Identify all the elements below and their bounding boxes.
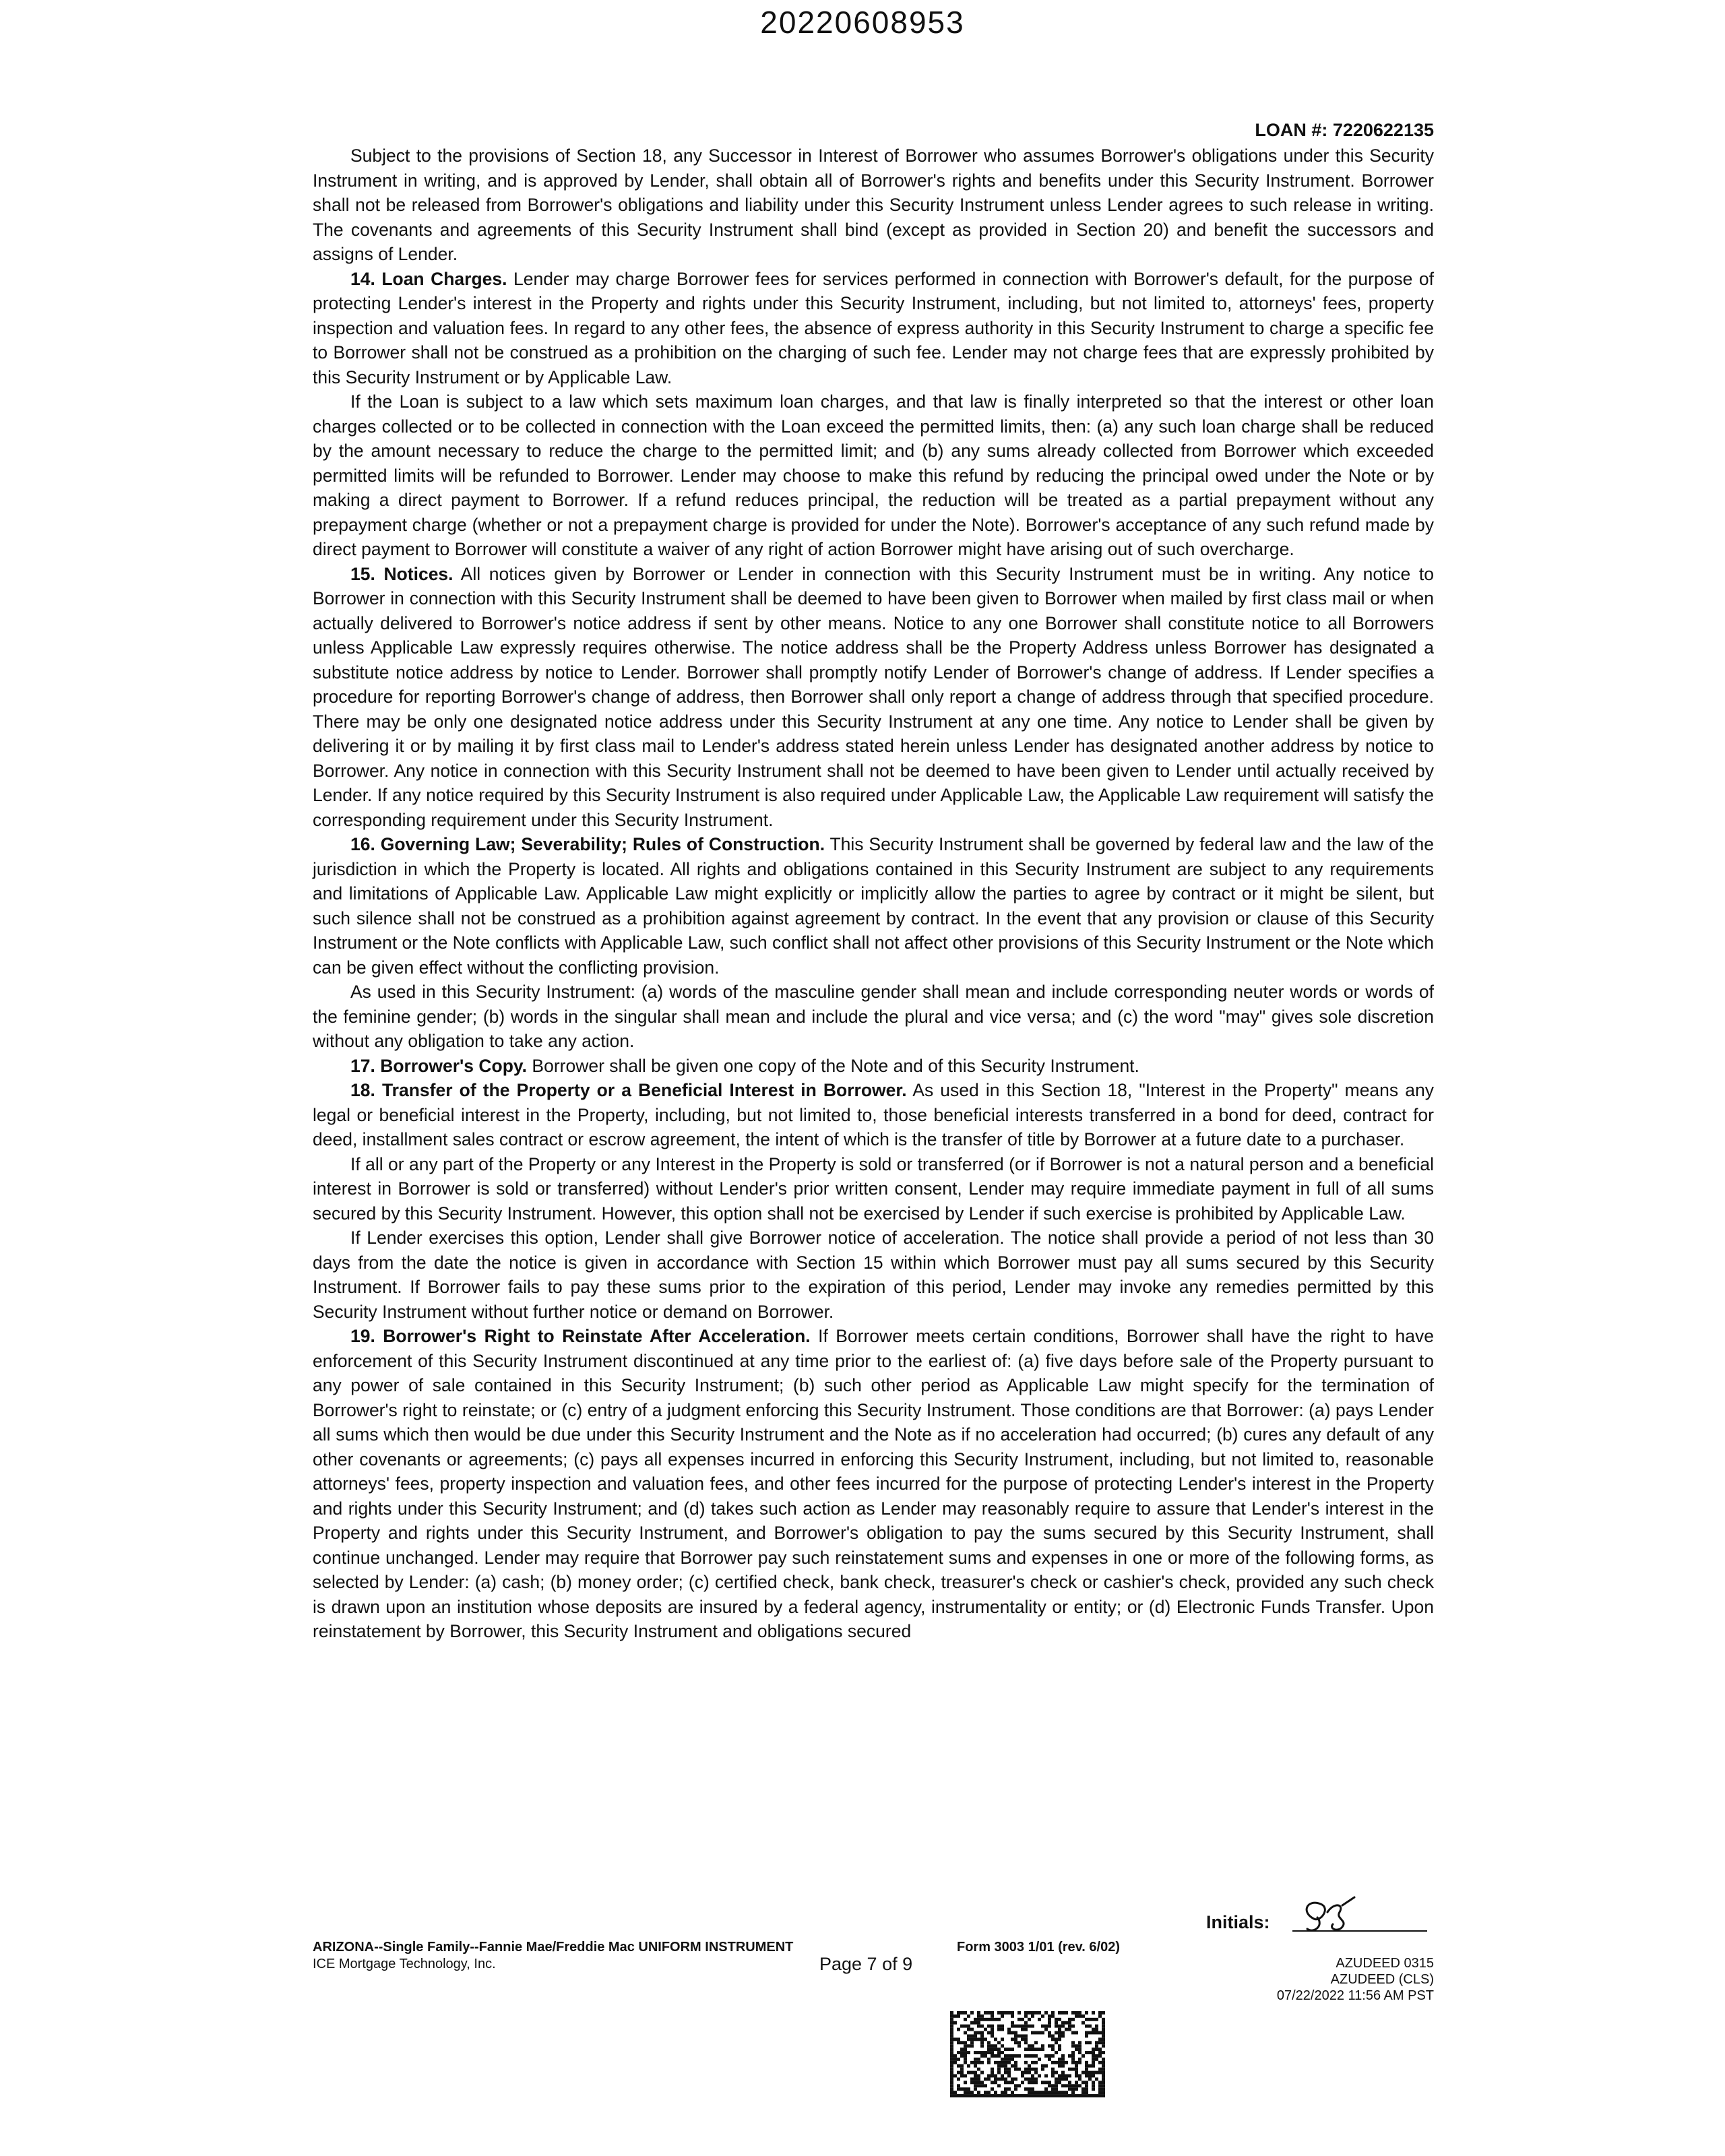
paragraph-text: Borrower shall be given one copy of the Note and of this Security Instrument.	[527, 1055, 1139, 1076]
paragraph-heading: 19. Borrower's Right to Reinstate After Acceleration.	[350, 1326, 811, 1346]
footer-company: ICE Mortgage Technology, Inc.	[313, 1957, 496, 1971]
initials-signature-icon	[1294, 1892, 1368, 1939]
paragraph-text: As used in this Section 18, "Interest in the Property" means any legal or beneficial interest in the Property, including, but not limited to, those beneficial interests transferred in a bond for deed, contract for deed, installment sales contract or escrow agreement, the intent of which is the transfer of title by Borrower at a future date to a purchaser.	[313, 1080, 1434, 1149]
loan-number: LOAN #: 7220622135	[1255, 120, 1434, 140]
paragraph	[313, 1152, 1434, 1226]
footer-code-1: AZUDEED 0315	[1336, 1956, 1434, 1971]
footer-codes	[1277, 1955, 1434, 2004]
paragraph-text: Lender may charge Borrower fees for services performed in connection with Borrower's default, for the purpose of protecting Lender's interest in the Property and rights under this Security Instrument, including, but not limited to, attorneys' fees, property inspection and valuation fees. In regard to any other fees, the absence of express authority in this Security Instrument to charge a specific fee to Borrower shall not be construed as a prohibition on the charging of such fee. Lender may not charge fees that are expressly prohibited by this Security Instrument or by Applicable Law.	[313, 268, 1435, 387]
paragraph-text: As used in this Security Instrument: (a) words of the masculine gender shall mean and include corresponding neuter words or words of the feminine gender; (b) words in the singular shall mean and include the plural and vice versa; and (c) the word "may" gives sole discretion without any obligation to take any action.	[313, 982, 1434, 1051]
paragraph-heading: 15. Notices.	[350, 563, 453, 584]
paragraph-heading: 14. Loan Charges.	[350, 268, 507, 289]
paragraph	[313, 1324, 1434, 1644]
paragraph-heading: 18. Transfer of the Property or a Beneficial Interest in Borrower.	[350, 1080, 907, 1100]
initials-line	[1292, 1930, 1427, 1932]
paragraph-text: If the Loan is subject to a law which sets maximum loan charges, and that law is finally interpreted so that the interest or other loan charges collected or to be collected in connection with the Loan exceed the permitted limits, then: (a) any such loan charge shall be reduced by the amount necessary to reduce the charge to the permitted limit; and (b) any sums already collected from Borrower which exceeded permitted limits will be refunded to Borrower. Lender may choose to make this refund by reducing the principal owed under the Note or by making a direct payment to Borrower. If a refund reduces principal, the reduction will be treated as a partial prepayment without any prepayment charge (whether or not a prepayment charge is provided for under the Note). Borrower's acceptance of any such refund made by direct payment to Borrower will constitute a waiver of any right of action Borrower might have arising out of such overcharge.	[313, 391, 1434, 559]
footer-left	[313, 1939, 793, 1973]
paragraph	[313, 267, 1434, 390]
paragraph	[313, 832, 1434, 980]
document-body	[313, 144, 1434, 1644]
paragraph-text: If Borrower meets certain conditions, Borrower shall have the right to have enforcement of this Security Instrument discontinued at any time prior to the earliest of: (a) five days before sale of the Property pursuant to any power of sale contained in this Security Instrument; (b) such other period as Applicable Law might specify for the termination of Borrower's right to reinstate; or (c) entry of a judgment enforcing this Security Instrument. Those conditions are that Borrower: (a) pays Lender all sums which then would be due under this Security Instrument and the Note as if no acceleration had occurred; (b) cures any default of any other covenants or agreements; (c) pays all expenses incurred in enforcing this Security Instrument, including, but not limited to, reasonable attorneys' fees, property inspection and valuation fees, and other fees incurred for the purpose of protecting Lender's interest in the Property and rights under this Security Instrument; and (d) takes such action as Lender may reasonably require to assure that Lender's interest in the Property and rights under this Security Instrument, and Borrower's obligation to pay the sums secured by this Security Instrument, shall continue unchanged. Lender may require that Borrower pay such reinstatement sums and expenses in one or more of the following forms, as selected by Lender: (a) cash; (b) money order; (c) certified check, bank check, treasurer's check or cashier's check, provided any such check is drawn upon an institution whose deposits are insured by a federal agency, instrumentality or entity; or (d) Electronic Funds Transfer. Upon reinstatement by Borrower, this Security Instrument and obligations secured	[313, 1326, 1434, 1641]
paragraph	[313, 144, 1434, 267]
footer-timestamp: 07/22/2022 11:56 AM PST	[1276, 1988, 1434, 2003]
paragraph-heading: 17. Borrower's Copy.	[350, 1055, 528, 1076]
paragraph	[313, 980, 1434, 1054]
paragraph	[313, 1054, 1434, 1079]
paragraph-text: Subject to the provisions of Section 18, any Successor in Interest of Borrower who assumes Borrower's obligations under this Security Instrument in writing, and is approved by Lender, shall obtain all of Borrower's rights and benefits under this Security Instrument. Borrower shall not be released from Borrower's obligations and liability under this Security Instrument unless Lender agrees to such release in writing. The covenants and agreements of this Security Instrument shall bind (except as provided in Section 20) and benefit the successors and assigns of Lender.	[313, 146, 1434, 264]
footer-state-line: ARIZONA--Single Family--Fannie Mae/Freddie Mac UNIFORM INSTRUMENT	[313, 1940, 794, 1955]
paragraph	[313, 389, 1434, 562]
paragraph-text: If Lender exercises this option, Lender shall give Borrower notice of acceleration. The notice shall provide a period of not less than 30 days from the date the notice is given in accordance with Section 15 within which Borrower must pay all sums secured by this Security Instrument. If Borrower fails to pay these sums prior to the expiration of this period, Lender may invoke any remedies permitted by this Security Instrument without further notice or demand on Borrower.	[313, 1228, 1434, 1322]
paragraph	[313, 1078, 1434, 1152]
paragraph	[313, 562, 1434, 833]
paragraph	[313, 1226, 1434, 1324]
paragraph-text: This Security Instrument shall be governed by federal law and the law of the jurisdiction in which the Property is located. All rights and obligations contained in this Security Instrument are subject to any requirements and limitations of Applicable Law. Applicable Law might explicitly or implicitly allow the parties to agree by contract or it might be silent, but such silence shall not be construed as a prohibition against agreement by contract. In the event that any provision or clause of this Security Instrument or the Note conflicts with Applicable Law, such conflict shall not affect other provisions of this Security Instrument or the Note which can be given effect without the conflicting provision.	[313, 834, 1435, 978]
paragraph-heading: 16. Governing Law; Severability; Rules of Construction.	[350, 834, 825, 854]
document-number: 20220608953	[760, 5, 965, 40]
paragraph-text: All notices given by Borrower or Lender in connection with this Security Instrument must be in writing. Any notice to Borrower in connection with this Security Instrument shall be deemed to have been given to Borrower when mailed by first class mail or when actually delivered to Borrower's notice address if sent by other means. Notice to any one Borrower shall constitute notice to all Borrowers unless Applicable Law expressly requires otherwise. The notice address shall be the Property Address unless Borrower has designated a substitute notice address by notice to Lender. Borrower shall promptly notify Lender of Borrower's change of address. If Lender specifies a procedure for reporting Borrower's change of address, then Borrower shall only report a change of address through that specified procedure. There may be only one designated notice address under this Security Instrument at any one time. Any notice to Lender shall be given by delivering it or by mailing it by first class mail to Lender's address stated herein unless Lender has designated another address by notice to Borrower. Any notice in connection with this Security Instrument shall not be deemed to have been given to Lender until actually received by Lender. If any notice required by this Security Instrument is also required under Applicable Law, the Applicable Law requirement will satisfy the corresponding requirement under this Security Instrument.	[313, 563, 1434, 830]
qr-barcode-icon	[950, 2011, 1105, 2097]
footer-form: Form 3003 1/01 (rev. 6/02)	[957, 1940, 1120, 1955]
page-number: Page 7 of 9	[819, 1954, 913, 1974]
footer-code-2: AZUDEED (CLS)	[1330, 1972, 1434, 1987]
paragraph-text: If all or any part of the Property or any Interest in the Property is sold or transferred (or if Borrower is not a natural person and a beneficial interest in Borrower is sold or transferred) without Lender's prior written consent, Lender may require immediate payment in full of all sums secured by this Security Instrument. However, this option shall not be exercised by Lender if such exercise is prohibited by Applicable Law.	[313, 1153, 1434, 1224]
initials-label: Initials:	[1206, 1912, 1270, 1932]
